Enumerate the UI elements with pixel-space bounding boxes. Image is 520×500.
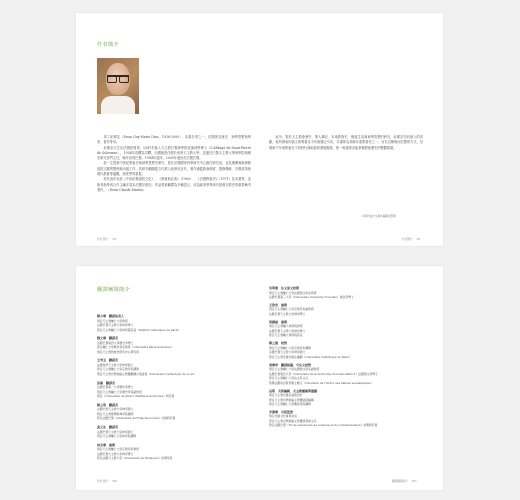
page-footer-left <box>97 479 117 483</box>
page-footer-left <box>97 237 116 241</box>
bio-paragraph: 其代表作包括《中世紀修道院文化》、《教會與社會》（1963）、《法國教會史》（1971）及本書等，並與其他學者合作主編多卷本法國宗教史。作品曾被翻譯為多種語言，成為歐美學界研究基督宗教史的重要參考著作。（Dean Claude Martin） <box>97 177 251 192</box>
team-member-credential: 現任天主教教會史研究中心研究員 <box>97 349 139 354</box>
team-member-credential: 現任天主教光啟社美術設計 <box>269 393 303 397</box>
team-member-credential: 法國巴黎天主教大學神學博士 <box>269 311 306 316</box>
team-member-entry <box>269 320 305 338</box>
team-member-entry <box>269 363 378 386</box>
footer-label: 翻譯團隊簡介 <box>392 480 408 483</box>
team-member-credential: 法國巴黎天主教大學神學碩士 <box>269 350 306 355</box>
team-member-credential: 現任天主教輔仁大學宗教學系講師 <box>269 345 311 350</box>
team-member-name: 張義 翻譯者 <box>97 380 116 385</box>
team-member-name: 陳立明 翻譯者 <box>97 402 119 407</box>
team-member-credential: 法國巴黎第三大學（Université Sorbonne Nouvelle）語言學博士 <box>269 295 354 299</box>
author-photo <box>97 58 139 114</box>
team-member-name: 黃文生 翻譯者 <box>97 425 119 429</box>
team-member-name: 吳明德 法文原文校閱 <box>269 286 300 290</box>
team-member-name: 周華珍 翻譯統籌．中法文校對 <box>269 362 312 367</box>
team-member-credential: 曾任（Université de Paris I Panthéon-Sorbonne）研究員 <box>97 394 175 399</box>
page-author-intro <box>76 13 443 246</box>
team-member-credential: 曾任天主教輔大神學院院長 <box>269 333 303 338</box>
team-member-credential: 現任天主教輔仁大學宗教學系教授 <box>97 447 139 452</box>
team-member-credential: 現任天主教輔仁大學神學院講師 <box>97 434 137 438</box>
team-member-credential: 曾獲法國政府教育騎士勳章（Chevalier de l'Ordre des Palmes académiques） <box>269 380 374 385</box>
bio-paragraph: 此外，對於天主教會歷史、聖人傳記、本地教會史、修道生活與神學思想的研究，紀耶宏均有深入的貢獻，他所發表的論文與專書至今仍被廣泛引用，本書即為其晚年重要著作之一，旨在以簡明而完整的方式，呈現兩千年來教會在不同時代與地區的發展脈絡，使一般讀者亦能掌握教會歷史的整體面貌。 <box>269 135 423 150</box>
team-member-name: 陳立德 校對 <box>269 341 288 346</box>
author-bio-left-column <box>97 135 251 193</box>
source-caption: 本資料由中文譯本編輯部整理 <box>362 215 396 218</box>
team-member-entry <box>97 358 196 376</box>
page-footer-right <box>392 479 417 483</box>
team-member-credential: 現任天主教輔仁大學教授 <box>97 318 128 323</box>
team-member-credential: 曾任天主教輔仁大學宗教學系講師 <box>97 367 139 372</box>
team-member-name: 李德華 出版監督 <box>269 409 294 414</box>
team-member-name: 劉文華 翻譯者 <box>97 336 119 341</box>
team-member-credential: 法國巴黎第四大學歷史學博士 <box>97 340 134 345</box>
team-member-credential: 現任天主教輔仁大學歷史學系副教授 <box>97 389 142 394</box>
team-member-name: 王欣容 審閱 <box>269 302 288 307</box>
footer-label: 作者 簡介 <box>97 238 109 241</box>
team-member-name: 王秀玉 翻譯者 <box>97 358 119 363</box>
team-member-entry <box>97 314 181 332</box>
team-member-name: 胡國楨 審閱 <box>269 319 288 324</box>
team-member-credential: 法國里昂天主教大學神學碩士 <box>97 362 134 367</box>
team-member-credential: 曾任天主教台灣地區主教團美術編輯 <box>269 397 314 402</box>
team-member-entry <box>269 410 377 428</box>
team-member-credential: 法國巴黎天主教大學神學碩士 <box>97 407 134 412</box>
page-number: VII <box>416 238 421 241</box>
author-bio-right-column <box>269 135 423 151</box>
team-member-credential: 曾任法國巴黎（Université de Franche-Comté）交換研究員 <box>97 416 176 421</box>
team-member-credential: 法國巴黎天主教大學神學博士 <box>269 328 306 333</box>
team-member-entry <box>97 425 136 439</box>
team-member-entry <box>97 381 174 399</box>
footer-label: 作者 簡介 <box>97 480 109 483</box>
page-number: VIII <box>411 480 417 483</box>
team-member-credential: 現任天主教聖博敏神學院講師 <box>97 411 134 416</box>
team-member-credential: 法國巴黎天主教大學神學博士 <box>97 323 134 327</box>
team-member-entry <box>269 389 317 407</box>
team-member-name: 高敬 美術編輯．天主教圖像與插圖 <box>269 388 318 393</box>
bio-paragraph: 馬丁紀耶宏（Dean Guy-Marie Diaz，1928-2000）, 本書作者之一，法國著名歷史、神學思想與學家，著作等身。 <box>97 135 251 145</box>
team-member-credential: 曾任天主教輔仁大學神學院院長（Institut Catholique de Paris） <box>97 327 181 332</box>
page-number: VIII <box>112 480 118 483</box>
team-member-credential: 曾任天主教輔仁大學法文系主任 <box>269 376 309 381</box>
team-member-credential: 法國巴黎第四大學（Université de la Sorbonne Nouvelle-Paris 3）法國語文學博士 <box>269 371 378 376</box>
team-member-entry <box>97 336 173 354</box>
team-member-name: 陳方華 翻譯負責人 <box>97 314 125 318</box>
team-member-credential: 曾任天主教台灣地區主教團祕書處主任 <box>269 418 317 423</box>
team-member-credential: 曾任法國天主教大學（Université de Rennes II）訪問學者 <box>97 456 173 461</box>
team-member-credential: 現任天主教輔仁大學法國語文學系副教授 <box>269 367 320 372</box>
team-member-credential: 現任天主教輔仁大學宗教學系副教授 <box>269 307 314 312</box>
team-member-credential: 現任天主教輔仁大學法國語文學系教授 <box>269 290 317 295</box>
team-member-credential: 法國巴黎天主教大學神學博士 <box>97 451 134 456</box>
page-title: 翻譯團隊簡介 <box>97 287 130 293</box>
team-member-credential: 曾任天主教輔仁大學藝術學院講師 <box>269 402 311 406</box>
team-member-credential: 曾任天主教光啟出版社編輯（Université Catholique de Paris） <box>269 354 352 359</box>
bio-paragraph: 紀耶宏出生於法國諾曼第，1947年進入天主教巴黎神學院攻讀神學博士（L'Abbaye de Saint-Pierre de Solesmes），1954年晉鐸為司鐸，出國後曾任教於里昂天主教大學，並擔任巴黎天主教大學神學院與歷史研究部門主任，晚年回到巴黎。1994年退休，2000年逝世於法國巴黎。 <box>97 145 251 161</box>
page-title: 作者簡介 <box>97 42 119 48</box>
team-member-credential: 現任光啟文化事業社長 <box>269 414 297 419</box>
team-member-credential: 現任天主教輔大神學院教授 <box>269 324 303 329</box>
team-member-name: 林美華 審閱 <box>97 442 116 447</box>
team-member-credential: 法國巴黎天主教大學神學碩士 <box>97 429 134 434</box>
bio-paragraph: 他一生從事中世紀教會史與神學思想史研究，曾在法國國家科學研究中心擔任研究員，也長期參與歐洲修道院文獻的整理與出版工作，其研究範圍從古代教父延伸至近代，著作涵蓋教會制度、靈修傳統、宗教改革與現代教會等議題，深受學界重視。 <box>97 161 251 177</box>
team-member-entry <box>269 341 352 359</box>
page-footer-right <box>402 237 420 241</box>
team-member-credential: 曾任輔仁大學歷史學系教授（Université Paris-Sorbonne） <box>97 345 174 350</box>
team-member-entry <box>269 286 354 300</box>
footer-label: 作者簡介 <box>402 238 413 241</box>
team-member-credential: 曾任法國巴黎（École supérieure de sciences et de communication）訪問研究員 <box>269 423 378 428</box>
team-member-credential: 法國巴黎第一大學歷史學博士 <box>97 385 134 390</box>
team-member-entry <box>97 443 172 461</box>
team-member-entry <box>269 303 314 317</box>
team-member-entry <box>97 403 175 421</box>
page-translation-team <box>76 266 443 490</box>
page-number: VII <box>112 238 117 241</box>
team-member-credential: 現任天主教台灣地區主教團翻譯小組成員（Université Catholique de Lyon） <box>97 371 197 376</box>
